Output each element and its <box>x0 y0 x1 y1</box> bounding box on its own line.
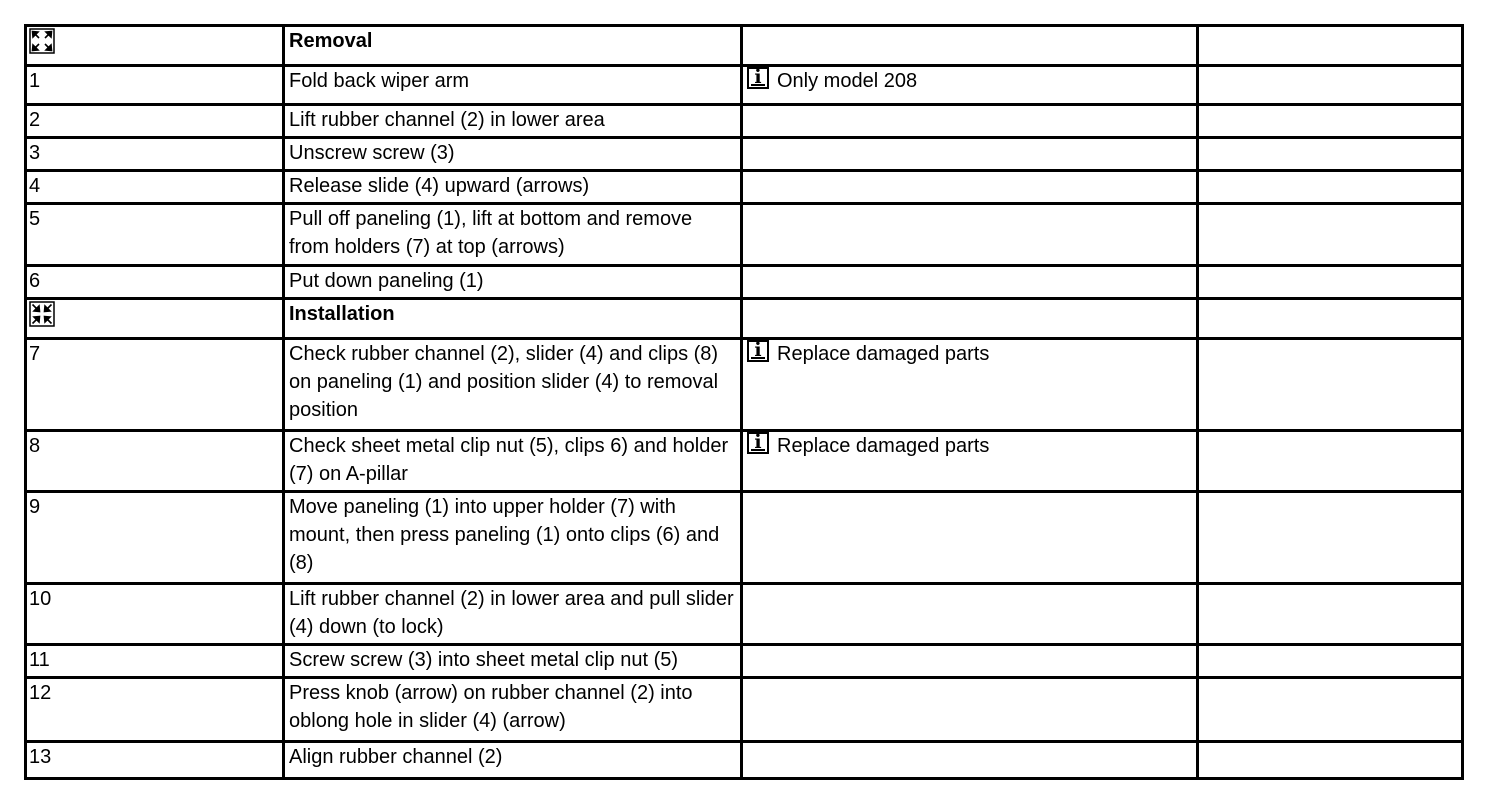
info-icon <box>747 67 769 89</box>
step-number: 8 <box>26 431 284 492</box>
extra-cell <box>1198 266 1463 299</box>
step-text: Lift rubber channel (2) in lower area and pull slider (4) down (to lock) <box>284 584 742 645</box>
step-text: Lift rubber channel (2) in lower area <box>284 105 742 138</box>
extra-cell <box>1198 678 1463 742</box>
step-number: 11 <box>26 645 284 678</box>
note-cell <box>742 678 1198 742</box>
step-row <box>26 492 1463 584</box>
note-cell <box>742 431 1198 492</box>
note-cell <box>742 138 1198 171</box>
step-row <box>26 204 1463 266</box>
extra-cell <box>1198 299 1463 339</box>
step-row <box>26 431 1463 492</box>
extra-cell <box>1198 431 1463 492</box>
note-cell <box>742 645 1198 678</box>
step-number: 7 <box>26 339 284 431</box>
step-row <box>26 171 1463 204</box>
note-cell <box>742 26 1198 66</box>
step-number: 9 <box>26 492 284 584</box>
step-note: Replace damaged parts <box>777 343 990 365</box>
step-note: Only model 208 <box>777 70 918 92</box>
step-row <box>26 742 1463 779</box>
step-text: Check rubber channel (2), slider (4) and clips (8) on paneling (1) and position slider (4) to removal position <box>284 339 742 431</box>
step-number: 5 <box>26 204 284 266</box>
extra-cell <box>1198 742 1463 779</box>
collapse-arrows-icon <box>29 301 55 327</box>
extra-cell <box>1198 138 1463 171</box>
step-row <box>26 339 1463 431</box>
note-cell <box>742 66 1198 105</box>
section-title-removal: Removal <box>284 26 742 66</box>
step-row <box>26 66 1463 105</box>
extra-cell <box>1198 645 1463 678</box>
section-icon-cell <box>26 299 284 339</box>
section-row-removal <box>26 26 1463 66</box>
step-note: Replace damaged parts <box>777 435 990 457</box>
work-step-sheet <box>24 24 1464 780</box>
extra-cell <box>1198 204 1463 266</box>
step-text: Release slide (4) upward (arrows) <box>284 171 742 204</box>
section-title-installation: Installation <box>284 299 742 339</box>
step-number: 1 <box>26 66 284 105</box>
info-icon <box>747 432 769 454</box>
info-icon <box>747 340 769 362</box>
note-cell <box>742 266 1198 299</box>
step-text: Align rubber channel (2) <box>284 742 742 779</box>
step-text: Pull off paneling (1), lift at bottom and remove from holders (7) at top (arrows) <box>284 204 742 266</box>
extra-cell <box>1198 584 1463 645</box>
note-cell <box>742 105 1198 138</box>
step-text: Check sheet metal clip nut (5), clips 6) and holder (7) on A-pillar <box>284 431 742 492</box>
step-row <box>26 266 1463 299</box>
step-number: 2 <box>26 105 284 138</box>
note-cell <box>742 171 1198 204</box>
note-cell <box>742 299 1198 339</box>
extra-cell <box>1198 105 1463 138</box>
note-cell <box>742 742 1198 779</box>
note-cell <box>742 492 1198 584</box>
section-icon-cell <box>26 26 284 66</box>
step-number: 12 <box>26 678 284 742</box>
note-cell <box>742 584 1198 645</box>
step-row <box>26 105 1463 138</box>
step-text: Press knob (arrow) on rubber channel (2) into oblong hole in slider (4) (arrow) <box>284 678 742 742</box>
note-cell <box>742 204 1198 266</box>
section-row-installation <box>26 299 1463 339</box>
step-number: 13 <box>26 742 284 779</box>
extra-cell <box>1198 66 1463 105</box>
note-cell <box>742 339 1198 431</box>
extra-cell <box>1198 492 1463 584</box>
step-row <box>26 138 1463 171</box>
step-text: Screw screw (3) into sheet metal clip nut (5) <box>284 645 742 678</box>
step-text: Put down paneling (1) <box>284 266 742 299</box>
expand-arrows-icon <box>29 28 55 54</box>
work-step-table <box>24 24 1464 780</box>
extra-cell <box>1198 171 1463 204</box>
extra-cell <box>1198 26 1463 66</box>
step-text: Move paneling (1) into upper holder (7) with mount, then press paneling (1) onto clips (6) and (8) <box>284 492 742 584</box>
step-text: Unscrew screw (3) <box>284 138 742 171</box>
step-row <box>26 678 1463 742</box>
extra-cell <box>1198 339 1463 431</box>
step-text: Fold back wiper arm <box>284 66 742 105</box>
step-number: 6 <box>26 266 284 299</box>
step-row <box>26 645 1463 678</box>
step-number: 10 <box>26 584 284 645</box>
step-row <box>26 584 1463 645</box>
step-number: 4 <box>26 171 284 204</box>
step-number: 3 <box>26 138 284 171</box>
